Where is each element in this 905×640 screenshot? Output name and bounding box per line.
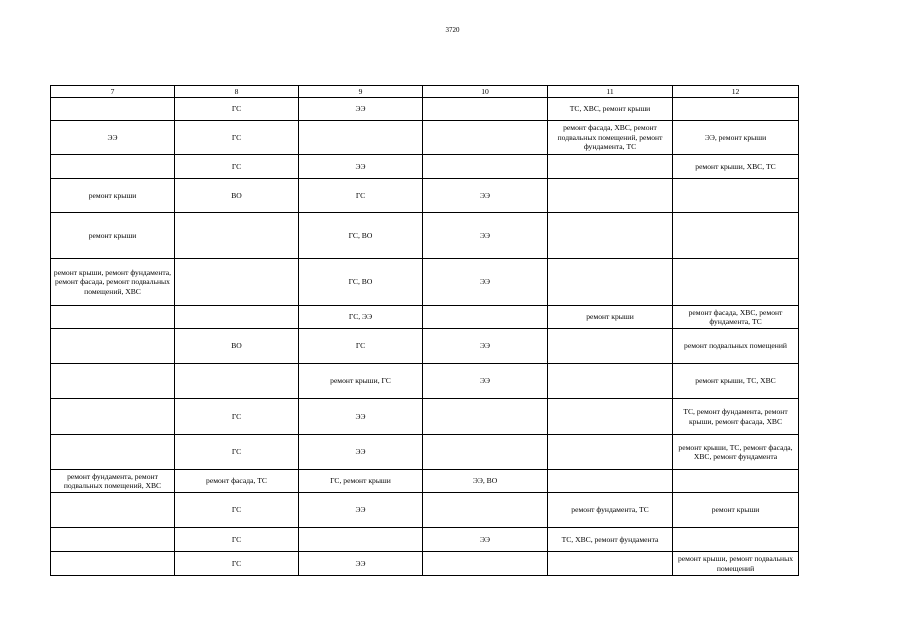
table-cell [51, 364, 175, 399]
table-cell: ремонт фундамента, ремонт подвальных помещений, ХВС [51, 470, 175, 493]
table-cell [548, 259, 673, 306]
table-cell: ГС [299, 329, 423, 364]
table-cell: ГС [175, 399, 299, 435]
column-header: 12 [673, 86, 799, 98]
table-cell: ГС [299, 179, 423, 213]
table-cell [51, 435, 175, 470]
table-cell [548, 329, 673, 364]
table-row [51, 493, 799, 528]
page-number: 3720 [445, 26, 460, 34]
table-cell: ремонт фундамента, ТС [548, 493, 673, 528]
table-row [51, 552, 799, 576]
table-cell: ремонт крыши [673, 493, 799, 528]
table-cell [548, 552, 673, 576]
table-cell: ГС, ВО [299, 213, 423, 259]
column-header: 9 [299, 86, 423, 98]
column-header: 10 [423, 86, 548, 98]
table-row [51, 213, 799, 259]
table-row [51, 329, 799, 364]
column-header: 8 [175, 86, 299, 98]
table-row [51, 435, 799, 470]
table-cell: ЭЭ [299, 399, 423, 435]
table-cell: ЭЭ [423, 259, 548, 306]
table-cell: ГС [175, 552, 299, 576]
table-cell [673, 98, 799, 121]
table-row [51, 528, 799, 552]
table-cell: ГС [175, 98, 299, 121]
table-cell: ЭЭ [299, 98, 423, 121]
table-cell: ЭЭ [299, 552, 423, 576]
table-row [51, 259, 799, 306]
table-cell: ремонт подвальных помещений [673, 329, 799, 364]
table-cell: ЭЭ [423, 213, 548, 259]
table-cell [175, 213, 299, 259]
table-row [51, 98, 799, 121]
table-cell [423, 98, 548, 121]
table-cell [423, 121, 548, 155]
table-cell: ЭЭ [51, 121, 175, 155]
table-cell: ГС, ремонт крыши [299, 470, 423, 493]
table-cell: ВО [175, 329, 299, 364]
table-cell: ГС [175, 121, 299, 155]
table-row [51, 179, 799, 213]
table-cell: ЭЭ [299, 435, 423, 470]
table-cell [548, 470, 673, 493]
table-cell [673, 179, 799, 213]
table-cell [423, 155, 548, 179]
table-cell: ремонт крыши, ремонт фундамента, ремонт фасада, ремонт подвальных помещений, ХВС [51, 259, 175, 306]
table-cell [51, 155, 175, 179]
table-cell [175, 306, 299, 329]
table-cell: ЭЭ [299, 155, 423, 179]
table-cell [175, 259, 299, 306]
table-cell [548, 213, 673, 259]
table-cell: ВО [175, 179, 299, 213]
table-cell [548, 435, 673, 470]
column-number-row [51, 86, 799, 98]
table-cell [51, 329, 175, 364]
table-row [51, 306, 799, 329]
table-cell [51, 493, 175, 528]
table-cell: ремонт крыши, ТС, ХВС [673, 364, 799, 399]
table-cell: ЭЭ [299, 493, 423, 528]
table-cell: ГС [175, 528, 299, 552]
table-cell: ремонт крыши, ХВС, ТС [673, 155, 799, 179]
column-header: 7 [51, 86, 175, 98]
table-cell: ГС, ВО [299, 259, 423, 306]
table-cell: ЭЭ, ремонт крыши [673, 121, 799, 155]
table-cell: ЭЭ, ВО [423, 470, 548, 493]
table-cell: ГС [175, 155, 299, 179]
table-cell [673, 259, 799, 306]
table-cell [423, 399, 548, 435]
table-cell [548, 179, 673, 213]
table-cell: ремонт крыши [548, 306, 673, 329]
table-cell: ремонт фасада, ТС [175, 470, 299, 493]
table-cell [299, 121, 423, 155]
table-cell [423, 552, 548, 576]
table-cell: ремонт фасада, ХВС, ремонт фундамента, ТС [673, 306, 799, 329]
table-cell [423, 306, 548, 329]
table-cell [175, 364, 299, 399]
table-cell [299, 528, 423, 552]
table-cell: ЭЭ [423, 179, 548, 213]
table-cell [423, 493, 548, 528]
table-cell [673, 528, 799, 552]
table-cell: ЭЭ [423, 329, 548, 364]
table-cell [673, 470, 799, 493]
table-cell [423, 435, 548, 470]
repair-schedule-table [50, 85, 799, 576]
table-cell: ГС [175, 435, 299, 470]
table-cell [51, 98, 175, 121]
table-cell [51, 528, 175, 552]
table-cell: ремонт крыши, ТС, ремонт фасада, ХВС, ремонт фундамента [673, 435, 799, 470]
table-cell: ремонт крыши, ГС [299, 364, 423, 399]
table-cell [548, 155, 673, 179]
table-row [51, 470, 799, 493]
table-cell: ЭЭ [423, 528, 548, 552]
table-cell: ГС [175, 493, 299, 528]
table-cell: ГС, ЭЭ [299, 306, 423, 329]
table-cell [548, 364, 673, 399]
table-cell: ТС, ремонт фундамента, ремонт крыши, ремонт фасада, ХВС [673, 399, 799, 435]
table-cell [51, 552, 175, 576]
table-cell: ремонт крыши [51, 213, 175, 259]
table-cell [51, 306, 175, 329]
column-header: 11 [548, 86, 673, 98]
table-cell: ТС, ХВС, ремонт крыши [548, 98, 673, 121]
table-cell: ремонт крыши, ремонт подвальных помещений [673, 552, 799, 576]
table-cell [673, 213, 799, 259]
table-cell [548, 399, 673, 435]
table-row [51, 121, 799, 155]
table-cell: ТС, ХВС, ремонт фундамента [548, 528, 673, 552]
table-cell [51, 399, 175, 435]
table-cell: ремонт фасада, ХВС, ремонт подвальных помещений, ремонт фундамента, ТС [548, 121, 673, 155]
table-cell: ремонт крыши [51, 179, 175, 213]
table-row [51, 364, 799, 399]
table-row [51, 155, 799, 179]
table-row [51, 399, 799, 435]
table-cell: ЭЭ [423, 364, 548, 399]
